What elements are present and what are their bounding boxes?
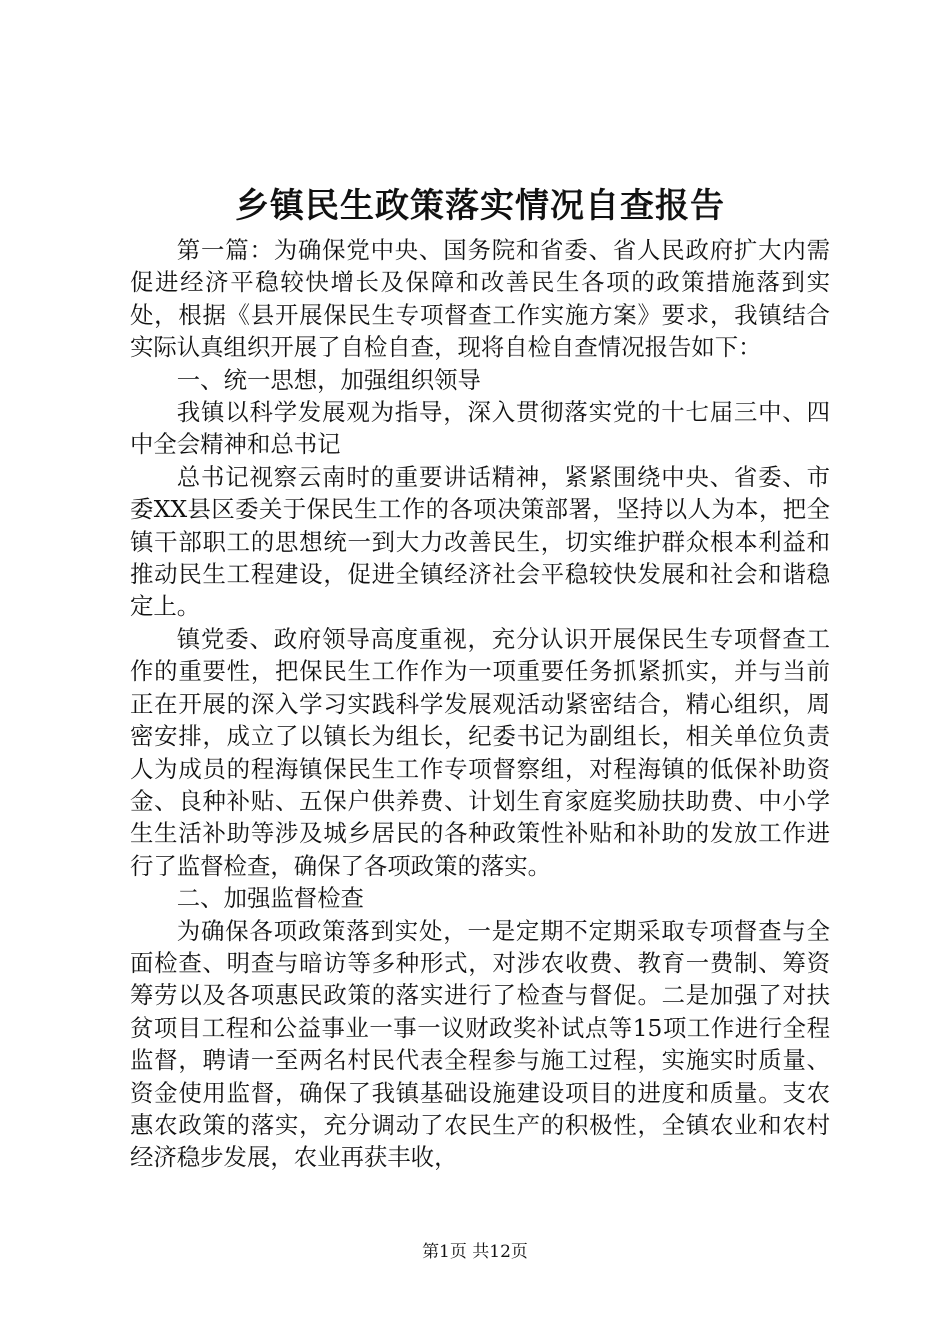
document-title: 乡镇民生政策落实情况自查报告 <box>235 186 725 226</box>
paragraph-guidance: 我镇以科学发展观为指导，深入贯彻落实党的十七届三中、四中全会精神和总书记 <box>130 398 830 459</box>
paragraph-intro: 第一篇：为确保党中央、国务院和省委、省人民政府扩大内需促进经济平稳较快增长及保障和改善民生各项的政策措施落到实处，根据《县开展保民生专项督查工作实施方案》要求，我镇结合实际认真组织开展了自检自查，现将自检自查情况报告如下： <box>130 236 830 362</box>
section-heading-2: 二、加强监督检查 <box>176 884 364 913</box>
page-footer: 第1页 共12页 <box>422 1242 528 1262</box>
paragraph-leadership: 镇党委、政府领导高度重视，充分认识开展保民生专项督查工作的重要性，把保民生工作作为一项重要任务抓紧抓实，并与当前正在开展的深入学习实践科学发展观活动紧密结合，精心组织，周密安排，成立了以镇长为组长，纪委书记为副组长，相关单位负责人为成员的程海镇保民生工作专项督察组，对程海镇的低保补助资金、良种补贴、五保户供养费、计划生育家庭奖励扶助费、中小学生生活补助等涉及城乡居民的各种政策性补贴和补助的发放工作进行了监督检查，确保了各项政策的落实。 <box>130 624 830 880</box>
paragraph-supervision: 为确保各项政策落到实处，一是定期不定期采取专项督查与全面检查、明查与暗访等多种形式，对涉农收费、教育一费制、筹资筹劳以及各项惠民政策的落实进行了检查与督促。二是加强了对扶贫项目工程和公益事业一事一议财政奖补试点等15项工作进行全程监督，聘请一至两名村民代表全程参与施工过程，实施实时质量、资金使用监督，确保了我镇基础设施建设项目的进度和质量。支农惠农政策的落实，充分调动了农民生产的积极性，全镇农业和农村经济稳步发展，农业再获丰收， <box>130 916 830 1172</box>
section-heading-1: 一、统一思想，加强组织领导 <box>176 365 481 394</box>
paragraph-spirit: 总书记视察云南时的重要讲话精神，紧紧围绕中央、省委、市委XX县区委关于保民生工作的各项决策部署，坚持以人为本，把全镇干部职工的思想统一到大力改善民生，切实维护群众根本利益和推动民生工程建设，促进全镇经济社会平稳较快发展和社会和谐稳定上。 <box>130 462 830 621</box>
document-body <box>130 234 830 1174</box>
